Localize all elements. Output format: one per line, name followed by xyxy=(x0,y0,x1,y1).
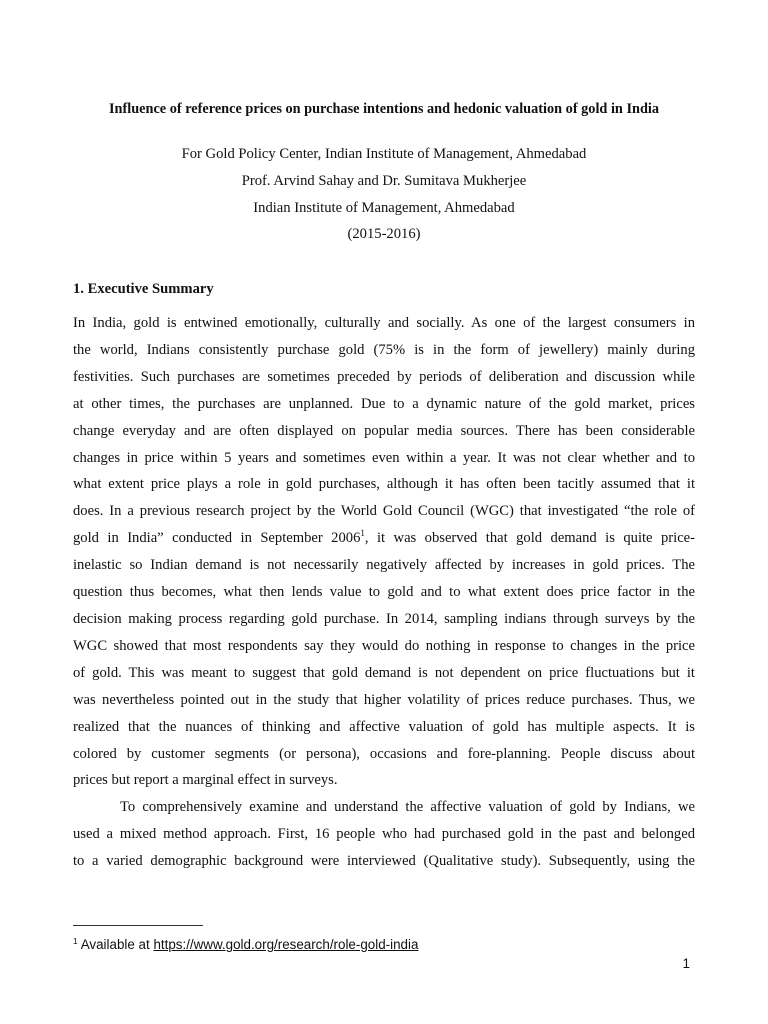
meta-line-authors: Prof. Arvind Sahay and Dr. Sumitava Mukherjee xyxy=(241,172,527,189)
text-line: was nevertheless pointed out in the study that higher volatility of prices reduce purchases. Thus, we xyxy=(73,691,695,708)
text-line: WGC showed that most respondents say they would do nothing in response to changes in the price xyxy=(73,637,695,654)
text-line: In India, gold is entwined emotionally, culturally and socially. As one of the largest consumers in xyxy=(73,315,695,331)
text-line: festivities. Such purchases are sometimes preceded by periods of deliberation and discussion while xyxy=(73,368,695,385)
footnote-text: Available at xyxy=(77,937,154,952)
text-line: at other times, the purchases are unplanned. Due to a dynamic nature of the gold market, prices xyxy=(73,395,695,412)
text-line: what extent price plays a role in gold purchases, although it has often been tacitly assumed that it xyxy=(73,476,695,493)
text-line: prices but report a marginal effect in surveys. xyxy=(73,772,338,789)
text-line: the world, Indians consistently purchase gold (75% is in the form of jewellery) mainly during xyxy=(73,341,695,358)
footnote xyxy=(73,936,418,954)
text-fragment: gold in India” conducted in September 2006 xyxy=(73,530,361,547)
text-line: does. In a previous research project by the World Gold Council (WGC) that investigated “the role of xyxy=(73,503,695,520)
meta-line-institution: Indian Institute of Management, Ahmedabad xyxy=(253,199,515,216)
footnote-reference: 1 xyxy=(360,528,365,539)
text-line: changes in price within 5 years and sometimes even within a year. It was not clear whether and to xyxy=(73,449,695,466)
text-line: change everyday and are often displayed on popular media sources. There has been considerable xyxy=(73,422,695,439)
page-number: 1 xyxy=(682,956,690,971)
text-line: used a mixed method approach. First, 16 people who had purchased gold in the past and belonged xyxy=(73,826,695,843)
paragraph-1 xyxy=(73,310,695,794)
text-fragment: , it was observed that gold demand is quite price- xyxy=(364,530,696,547)
footnote-divider xyxy=(73,925,203,926)
footnote-link[interactable]: https://www.gold.org/research/role-gold-india xyxy=(153,937,419,952)
meta-line-period: (2015-2016) xyxy=(347,226,421,243)
body-text xyxy=(73,310,695,875)
text-line: to a varied demographic background were interviewed (Qualitative study). Subsequently, using the xyxy=(73,853,695,870)
footnote-marker: 1 xyxy=(73,936,78,946)
text-line: of gold. This was meant to suggest that gold demand is not dependent on price fluctuations but it xyxy=(73,664,695,681)
text-line: question thus becomes, what then lends value to gold and to what extent does price factor in the xyxy=(73,584,695,601)
text-line: realized that the nuances of thinking and affective valuation of gold has multiple aspects. It is xyxy=(73,718,695,735)
meta-line-organization: For Gold Policy Center, Indian Institute of Management, Ahmedabad xyxy=(181,146,587,162)
text-line: To comprehensively examine and understand the affective valuation of gold by Indians, we xyxy=(120,799,695,816)
text-line-with-footnote-ref xyxy=(73,525,695,552)
document-title: Influence of reference prices on purchase intentions and hedonic valuation of gold in India xyxy=(108,101,660,117)
section-heading: 1. Executive Summary xyxy=(73,281,214,297)
text-line: colored by customer segments (or persona), occasions and fore-planning. People discuss about xyxy=(73,745,695,762)
text-line: inelastic so Indian demand is not necessarily negatively affected by increases in gold prices. The xyxy=(73,557,695,574)
document-meta xyxy=(40,141,728,248)
paragraph-2 xyxy=(73,794,695,875)
text-line: decision making process regarding gold purchase. In 2014, sampling indians through surveys by the xyxy=(73,610,695,627)
